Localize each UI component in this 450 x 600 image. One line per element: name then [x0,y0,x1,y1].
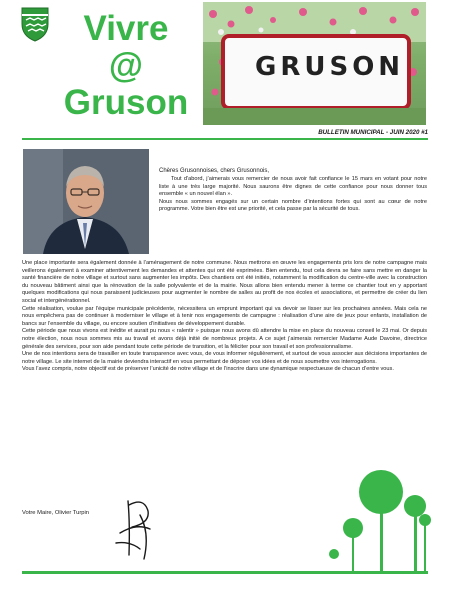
letter-paragraph: Nous nous sommes engagés sur un certain nombre d’intentions fortes qui sont au cœur de notre programme. Votre bien être est une priorité, et cela passe par la sécurité de tous. [159,198,427,213]
village-sign-photo [203,2,426,125]
letter-paragraph: Une place importante sera également donnée à l’aménagement de notre commune. Nous mettrons en œuvre les engagements pris lors de notre campagne mais veillerons également à examiner attentivement les demandes et attentes qui ont été exprimées. Bien entendu, tout cela devra se faire sans mettre en danger la santé financière de notre village et surtout sans augmenter les impôts. Des chantiers ont été initiés, notamment la modification du centre-ville avec la construction du nouveau bâtiment ainsi que la rénovation de la salle polyvalente et de la mairie. Nous allons bien entendu mener à terme ce chantier tout en y apportant quelques modifications qui nous paraissent judicieuses pour augmenter le nombre de salles au profit de nos écoles et associations, et permettre de créer du lien social et intergénérationnel. [22,260,427,304]
letter-intro [159,176,427,214]
green-circle-tree-decoration [322,464,434,574]
municipal-crest-icon [20,6,50,42]
newsletter-title [55,10,197,121]
village-sign-text: GRUSON [255,52,405,82]
letter-paragraph: Cette période que nous vivons est inédite et aurait pu nous « ralentir » puisque nous avons dû attendre la mise en place du nouveau conseil le 23 mai. Or depuis notre élection, nous nous sommes mis au travail et avons déjà initié de nombreux projets. A ce sujet j’aimerais remercier Madame Aude Davoine, directrice générale des services, pour son aide pendant toute cette période de transition, et la féliciter pour son travail et son professionnalisme. [22,328,427,350]
brand-line-3: Gruson [63,83,189,122]
brand-line-1: Vivre [83,9,169,48]
bulletin-label: BULLETIN MUNICIPAL - JUIN 2020 #1 [318,129,428,136]
mayor-signoff: Votre Maire, Olivier Turpin [22,510,90,516]
footer-divider [22,571,428,574]
mayor-portrait [23,149,149,254]
header-divider [22,138,428,140]
letter-paragraph: Tout d’abord, j’aimerais vous remercier de nous avoir fait confiance le 15 mars en votant pour notre liste à une très large majorité. Nous saurons être dignes de cette confiance pour nous donner tous ensemble « un nouvel élan ». [159,176,427,198]
letter-greeting: Chères Grusonnoises, chers Grusonnois, [159,168,270,174]
mayor-signature [110,493,166,563]
letter-paragraph: Vous l’avez compris, notre objectif est de préserver l’unicité de notre village et de l’inscrire dans une dynamique respectueuse de chacun d’entre vous. [22,366,394,373]
brand-line-2: @ [108,46,144,85]
letter-body [22,260,427,374]
letter-paragraph: Une de nos intentions sera de travailler en toute transparence avec vous, de vous informer régulièrement, et surtout de vous associer aux décisions importantes de notre village. Le site internet de la mairie deviendra interactif en vous permettant de déposer vos idées et de nous soumettre vos interrogations. [22,351,427,365]
letter-paragraph: Cette réalisation, voulue par l’équipe municipale précédente, nécessitera un emprunt important qui va devoir se lisser sur les prochaines années. Mais cela ne nous empêchera pas de continuer à moderniser le village et à tenir nos engagements de campagne : réalisation d’une aire de jeux pour enfants, installation de bancs sur l’ensemble du village, ou encore soutien d’initiatives de développement durable. [22,305,427,327]
